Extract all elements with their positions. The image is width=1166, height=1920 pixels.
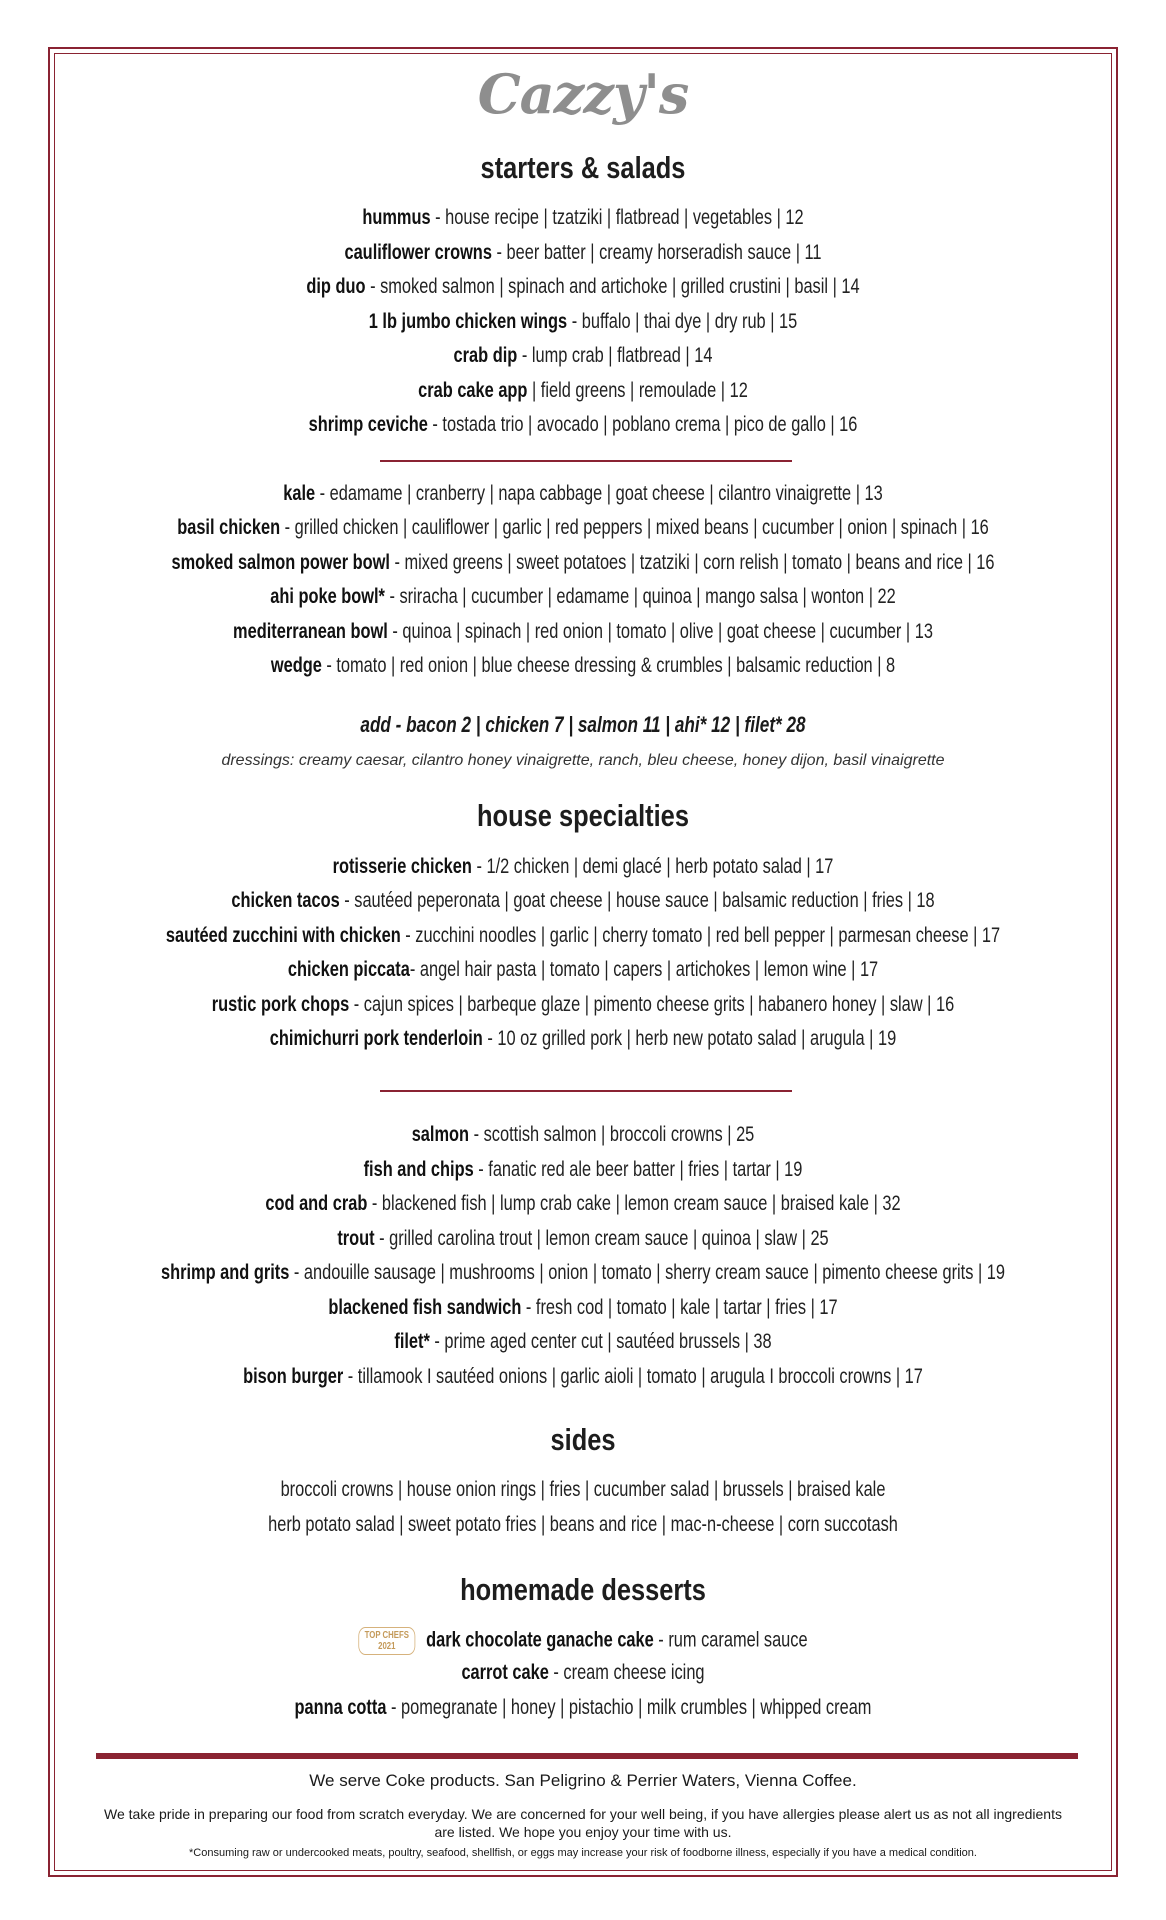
item-name: sautéed zucchini with chicken bbox=[165, 924, 401, 947]
menu-item bbox=[128, 1027, 1037, 1051]
item-desc: - grilled carolina trout | lemon cream sauce | quinoa | slaw | 25 bbox=[374, 1227, 829, 1250]
menu-item bbox=[128, 551, 1037, 575]
menu-item bbox=[128, 413, 1037, 437]
item-desc: - cajun spices | barbeque glaze | pimento cheese grits | habanero honey | slaw | 16 bbox=[349, 993, 955, 1016]
item-name: hummus bbox=[362, 206, 431, 229]
footer-disclaimer: *Consuming raw or undercooked meats, poultry, seafood, shellfish, or eggs may increase your risk of foodborne illness, especially if you have a medical condition. bbox=[189, 1847, 977, 1859]
badge-year: 2021 bbox=[378, 1641, 396, 1652]
item-desc: - lump crab | flatbread | 14 bbox=[517, 344, 713, 367]
item-desc: - blackened fish | lump crab cake | lemon cream sauce | braised kale | 32 bbox=[367, 1192, 901, 1215]
menu-item bbox=[128, 206, 1037, 230]
menu-item bbox=[128, 1158, 1037, 1182]
section-title-starters: starters & salads bbox=[480, 150, 686, 185]
sides-line: herb potato salad | sweet potato fries | beans and rice | mac-n-cheese | corn succotash bbox=[268, 1513, 898, 1536]
item-name: panna cotta bbox=[294, 1696, 387, 1719]
item-name: kale bbox=[283, 482, 316, 505]
item-name: fish and chips bbox=[363, 1158, 474, 1181]
item-name: cauliflower crowns bbox=[344, 241, 492, 264]
add-ons: add - bacon 2 | chicken 7 | salmon 11 | ahi* 12 | filet* 28 bbox=[360, 712, 806, 737]
item-desc: - andouille sausage | mushrooms | onion | tomato | sherry cream sauce | pimento cheese grits | 19 bbox=[289, 1261, 1005, 1284]
menu-item bbox=[128, 482, 1037, 506]
item-desc: - mixed greens | sweet potatoes | tzatziki | corn relish | tomato | beans and rice | 16 bbox=[389, 551, 995, 574]
menu-item bbox=[128, 310, 1037, 334]
menu-item bbox=[128, 855, 1037, 879]
item-desc: - prime aged center cut | sautéed brussels | 38 bbox=[429, 1330, 772, 1353]
item-name: basil chicken bbox=[177, 516, 281, 539]
item-name: shrimp and grits bbox=[160, 1261, 290, 1284]
menu-item bbox=[128, 585, 1037, 609]
item-desc: - zucchini noodles | garlic | cherry tomato | red bell pepper | parmesan cheese | 17 bbox=[400, 924, 1001, 947]
section-divider bbox=[380, 1090, 792, 1092]
item-desc: - quinoa | spinach | red onion | tomato | olive | goat cheese | cucumber | 13 bbox=[387, 620, 933, 643]
item-name: trout bbox=[337, 1227, 375, 1250]
menu-item bbox=[128, 620, 1037, 644]
menu-item bbox=[128, 1227, 1037, 1251]
menu-item bbox=[128, 1330, 1037, 1354]
item-desc: - tillamook I sautéed onions | garlic aioli | tomato | arugula I broccoli crowns | 17 bbox=[343, 1365, 923, 1388]
dressings-label: dressings: bbox=[221, 752, 295, 769]
item-name: blackened fish sandwich bbox=[328, 1296, 522, 1319]
footer-allergy-note: We take pride in preparing our food from scratch everyday. We are concerned for your well being, if you have allergies please alert us as not all ingredients are listed. We hope you enjoy your time with us. bbox=[104, 1806, 1062, 1840]
dressings-list bbox=[0, 752, 1166, 770]
item-desc: - 10 oz grilled pork | herb new potato salad | arugula | 19 bbox=[482, 1027, 897, 1050]
item-desc: - rum caramel sauce bbox=[653, 1628, 808, 1652]
item-desc: | field greens | remoulade | 12 bbox=[527, 379, 748, 402]
badge-text: TOP CHEFS bbox=[364, 1630, 409, 1641]
menu-item bbox=[128, 1192, 1037, 1216]
menu-item bbox=[128, 275, 1037, 299]
item-name: cod and crab bbox=[265, 1192, 368, 1215]
item-desc: - scottish salmon | broccoli crowns | 25 bbox=[469, 1123, 755, 1146]
award-badge-icon bbox=[358, 1627, 415, 1655]
item-desc: - cream cheese icing bbox=[548, 1661, 705, 1684]
menu-item bbox=[128, 958, 1037, 982]
section-title-specialties: house specialties bbox=[477, 798, 689, 833]
menu-item bbox=[128, 516, 1037, 540]
item-desc: - tostada trio | avocado | poblano crema | pico de gallo | 16 bbox=[427, 413, 858, 436]
item-name: filet* bbox=[394, 1330, 430, 1353]
dressings-values: creamy caesar, cilantro honey vinaigrette, ranch, bleu cheese, honey dijon, basil vinaigrette bbox=[294, 752, 945, 769]
menu-item bbox=[128, 241, 1037, 265]
sides-line: broccoli crowns | house onion rings | fries | cucumber salad | brussels | braised kale bbox=[280, 1478, 886, 1501]
item-desc: - pomegranate | honey | pistachio | milk crumbles | whipped cream bbox=[386, 1696, 872, 1719]
item-name: 1 lb jumbo chicken wings bbox=[368, 310, 568, 333]
item-name: wedge bbox=[270, 654, 322, 677]
item-desc: - 1/2 chicken | demi glacé | herb potato salad | 17 bbox=[471, 855, 834, 878]
section-title-sides: sides bbox=[550, 1422, 616, 1457]
item-desc: - smoked salmon | spinach and artichoke | grilled crustini | basil | 14 bbox=[365, 275, 860, 298]
item-name: salmon bbox=[411, 1123, 470, 1146]
item-desc: - buffalo | thai dye | dry rub | 15 bbox=[567, 310, 798, 333]
menu-item bbox=[128, 993, 1037, 1017]
footer-divider bbox=[96, 1753, 1078, 1759]
item-name: mediterranean bowl bbox=[233, 620, 388, 643]
item-name: chicken piccata bbox=[287, 958, 410, 981]
section-divider bbox=[380, 460, 792, 462]
item-name: smoked salmon power bowl bbox=[171, 551, 390, 574]
item-name: rustic pork chops bbox=[211, 993, 350, 1016]
menu-item bbox=[128, 1661, 1037, 1685]
item-name: crab dip bbox=[453, 344, 518, 367]
item-desc: - fresh cod | tomato | kale | tartar | fries | 17 bbox=[521, 1296, 838, 1319]
menu-item bbox=[128, 1627, 1037, 1655]
menu-item bbox=[128, 1365, 1037, 1389]
item-name: ahi poke bowl* bbox=[270, 585, 385, 608]
menu-item bbox=[128, 379, 1037, 403]
item-name: dip duo bbox=[306, 275, 366, 298]
item-desc: - beer batter | creamy horseradish sauce | 11 bbox=[491, 241, 822, 264]
item-desc: - grilled chicken | cauliflower | garlic | red peppers | mixed beans | cucumber | onion | spinach | 16 bbox=[280, 516, 989, 539]
section-title-desserts: homemade desserts bbox=[460, 1572, 706, 1607]
menu-item bbox=[128, 1696, 1037, 1720]
item-name: dark chocolate ganache cake bbox=[426, 1628, 654, 1652]
item-name: shrimp ceviche bbox=[308, 413, 428, 436]
item-desc: - sriracha | cucumber | edamame | quinoa | mango salsa | wonton | 22 bbox=[384, 585, 896, 608]
item-name: crab cake app bbox=[418, 379, 528, 402]
menu-item bbox=[128, 1261, 1037, 1285]
menu-item bbox=[128, 344, 1037, 368]
item-name: chicken tacos bbox=[231, 889, 340, 912]
item-desc: - edamame | cranberry | napa cabbage | goat cheese | cilantro vinaigrette | 13 bbox=[315, 482, 883, 505]
item-desc: - angel hair pasta | tomato | capers | artichokes | lemon wine | 17 bbox=[409, 958, 879, 981]
item-desc: - house recipe | tzatziki | flatbread | vegetables | 12 bbox=[430, 206, 804, 229]
menu-item bbox=[128, 889, 1037, 913]
item-name: bison burger bbox=[243, 1365, 344, 1388]
restaurant-logo: Cazzy's bbox=[477, 62, 689, 126]
menu-item bbox=[128, 924, 1037, 948]
item-desc: - tomato | red onion | blue cheese dressing & crumbles | balsamic reduction | 8 bbox=[321, 654, 896, 677]
item-name: carrot cake bbox=[461, 1661, 549, 1684]
footer-beverages: We serve Coke products. San Peligrino & Perrier Waters, Vienna Coffee. bbox=[309, 1771, 857, 1790]
menu-item bbox=[128, 1296, 1037, 1320]
item-desc: - fanatic red ale beer batter | fries | tartar | 19 bbox=[473, 1158, 803, 1181]
item-name: chimichurri pork tenderloin bbox=[269, 1027, 483, 1050]
item-name: rotisserie chicken bbox=[332, 855, 472, 878]
menu-item bbox=[128, 1123, 1037, 1147]
menu-item bbox=[128, 654, 1037, 678]
item-desc: - sautéed peperonata | goat cheese | house sauce | balsamic reduction | fries | 18 bbox=[339, 889, 935, 912]
